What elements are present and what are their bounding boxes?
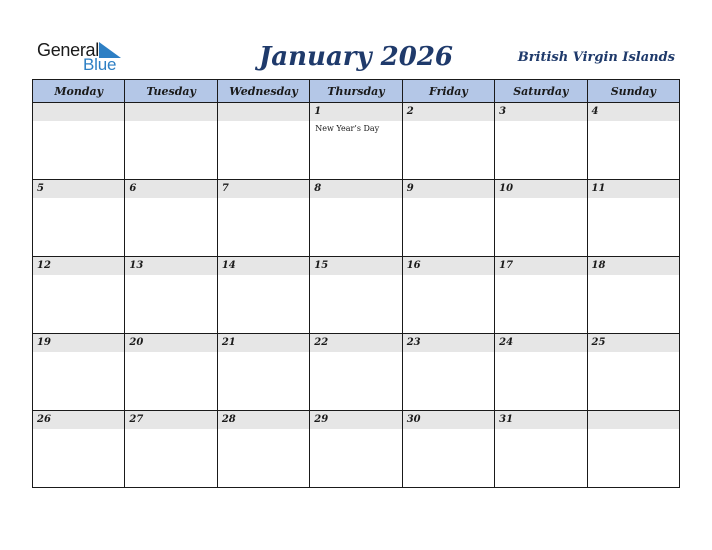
day-cell xyxy=(33,103,125,180)
day-number-strip xyxy=(33,411,124,429)
day-number-strip xyxy=(588,180,679,198)
day-cell xyxy=(495,257,587,334)
week-row xyxy=(33,411,680,488)
day-number-strip xyxy=(310,257,401,275)
day-number-strip xyxy=(33,103,124,121)
day-number-strip xyxy=(218,257,309,275)
day-number-strip xyxy=(588,411,679,429)
day-number-strip xyxy=(403,103,494,121)
day-cell xyxy=(495,411,587,488)
day-number: 31 xyxy=(499,414,514,425)
day-number: 11 xyxy=(591,183,606,194)
day-number-strip xyxy=(33,180,124,198)
week-row xyxy=(33,257,680,334)
calendar-title: January 2026 xyxy=(258,42,454,72)
week-row xyxy=(33,180,680,257)
day-cell xyxy=(125,180,217,257)
day-number-strip xyxy=(588,334,679,352)
day-cell xyxy=(402,103,494,180)
logo-word-general: General xyxy=(37,40,99,60)
day-number-strip xyxy=(218,103,309,121)
day-cell xyxy=(587,411,679,488)
day-cell xyxy=(495,103,587,180)
day-number: 9 xyxy=(406,183,414,194)
day-cell xyxy=(33,411,125,488)
day-number: 22 xyxy=(314,337,329,348)
day-number: 4 xyxy=(591,106,599,117)
day-number-strip xyxy=(495,411,586,429)
day-number: 30 xyxy=(406,414,421,425)
weekday-monday: Monday xyxy=(33,80,125,103)
holiday-label: New Year’s Day xyxy=(315,124,380,133)
day-cell xyxy=(217,257,309,334)
day-cell xyxy=(402,180,494,257)
day-number-strip xyxy=(218,411,309,429)
day-cell xyxy=(587,334,679,411)
day-number-strip xyxy=(125,103,216,121)
day-cell xyxy=(310,257,402,334)
day-cell xyxy=(217,180,309,257)
day-number: 14 xyxy=(221,260,236,271)
weekday-saturday: Saturday xyxy=(495,80,587,103)
weekday-header-row xyxy=(33,80,680,103)
day-cell xyxy=(33,180,125,257)
day-number: 28 xyxy=(221,414,236,425)
day-number-strip xyxy=(125,180,216,198)
region-name: British Virgin Islands xyxy=(517,50,675,65)
day-cell xyxy=(310,411,402,488)
weekday-friday: Friday xyxy=(402,80,494,103)
day-number: 10 xyxy=(499,183,514,194)
day-cell xyxy=(217,103,309,180)
day-cell xyxy=(587,257,679,334)
day-number-strip xyxy=(403,411,494,429)
day-number: 26 xyxy=(37,414,51,425)
day-number: 18 xyxy=(591,260,606,271)
day-number: 27 xyxy=(129,414,144,425)
week-row xyxy=(33,334,680,411)
day-cell xyxy=(217,411,309,488)
day-number: 3 xyxy=(499,106,507,117)
day-number-strip xyxy=(403,257,494,275)
day-number: 6 xyxy=(129,183,137,194)
day-number-strip xyxy=(495,103,586,121)
day-number: 16 xyxy=(406,260,421,271)
day-cell xyxy=(310,180,402,257)
day-number-strip xyxy=(125,411,216,429)
day-number-strip xyxy=(310,411,401,429)
day-cell xyxy=(125,257,217,334)
day-cell xyxy=(217,334,309,411)
day-number-strip xyxy=(495,334,586,352)
day-number-strip xyxy=(310,180,401,198)
day-number: 12 xyxy=(37,260,51,271)
logo-word-blue: Blue xyxy=(83,55,117,74)
weekday-sunday: Sunday xyxy=(587,80,679,103)
day-number-strip xyxy=(33,257,124,275)
day-cell xyxy=(310,103,402,180)
day-number: 5 xyxy=(37,183,44,194)
day-number: 7 xyxy=(221,183,229,194)
day-cell xyxy=(587,103,679,180)
day-cell xyxy=(33,334,125,411)
day-cell xyxy=(310,334,402,411)
day-number: 1 xyxy=(314,106,322,117)
day-number: 17 xyxy=(499,260,514,271)
day-number-strip xyxy=(588,257,679,275)
day-number-strip xyxy=(310,334,401,352)
day-number: 23 xyxy=(406,337,421,348)
day-number: 25 xyxy=(591,337,606,348)
day-number-strip xyxy=(218,334,309,352)
day-number-strip xyxy=(218,180,309,198)
day-number-strip xyxy=(403,334,494,352)
day-number: 29 xyxy=(314,414,329,425)
day-cell xyxy=(402,257,494,334)
month-calendar xyxy=(32,79,680,488)
day-number: 21 xyxy=(221,337,236,348)
day-number-strip xyxy=(403,180,494,198)
day-number-strip xyxy=(495,180,586,198)
day-number-strip xyxy=(125,334,216,352)
day-number-strip xyxy=(310,103,401,121)
day-cell xyxy=(125,103,217,180)
day-number: 15 xyxy=(314,260,329,271)
calendar-weeks xyxy=(33,103,680,488)
day-number: 24 xyxy=(499,337,514,348)
day-number: 19 xyxy=(37,337,51,348)
day-cell xyxy=(495,180,587,257)
weekday-tuesday: Tuesday xyxy=(125,80,217,103)
day-cell xyxy=(402,334,494,411)
day-number-strip xyxy=(588,103,679,121)
day-number: 8 xyxy=(314,183,322,194)
day-number: 20 xyxy=(129,337,144,348)
weekday-wednesday: Wednesday xyxy=(217,80,309,103)
day-number-strip xyxy=(33,334,124,352)
day-cell xyxy=(33,257,125,334)
weekday-thursday: Thursday xyxy=(310,80,402,103)
day-cell xyxy=(495,334,587,411)
day-number: 13 xyxy=(129,260,144,271)
day-cell xyxy=(125,411,217,488)
day-number-strip xyxy=(125,257,216,275)
day-cell xyxy=(125,334,217,411)
day-number: 2 xyxy=(406,106,414,117)
day-cell xyxy=(402,411,494,488)
day-cell xyxy=(587,180,679,257)
day-number-strip xyxy=(495,257,586,275)
week-row xyxy=(33,103,680,180)
